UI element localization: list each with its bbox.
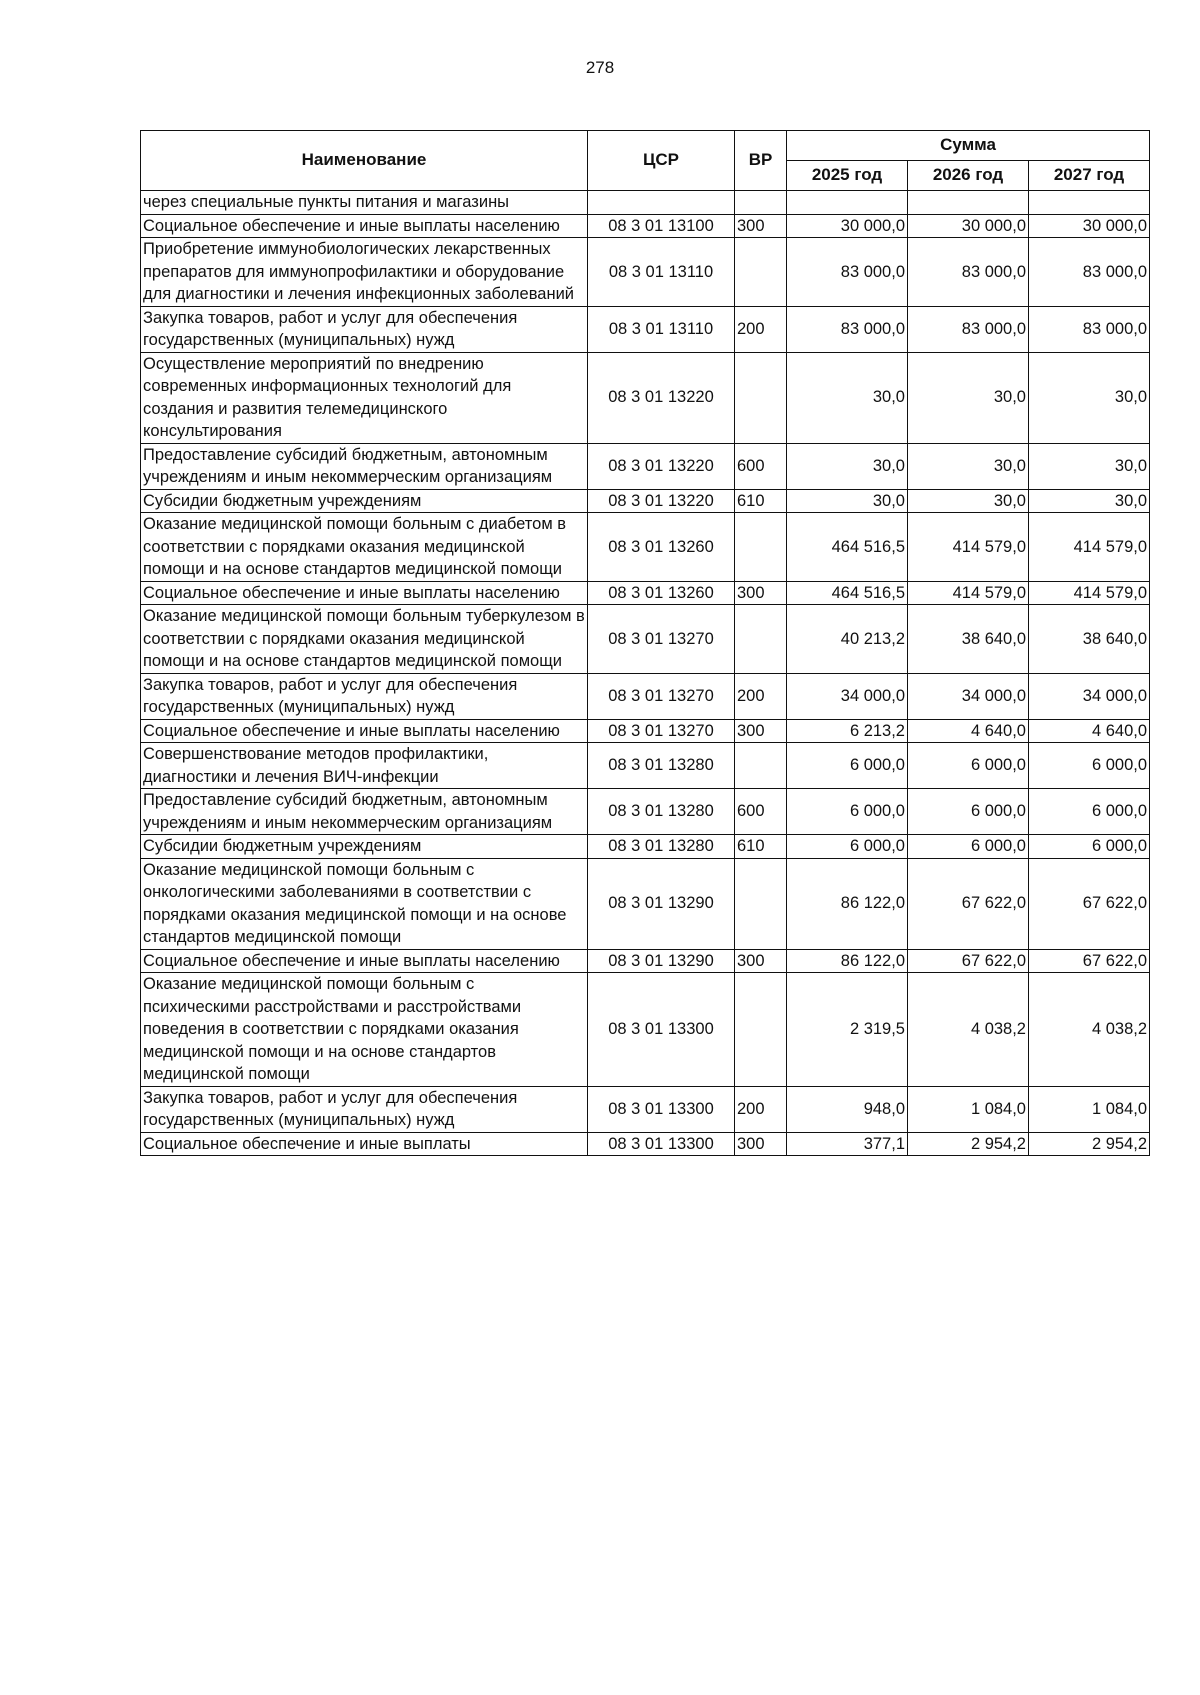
cell-csr: 08 3 01 13270 xyxy=(588,605,735,674)
cell-2025: 2 319,5 xyxy=(787,973,908,1087)
header-vr: ВР xyxy=(735,131,787,191)
table-body xyxy=(141,191,1150,1156)
table-row xyxy=(141,673,1150,719)
cell-name: Социальное обеспечение и иные выплаты населению xyxy=(141,949,588,973)
cell-2025: 6 213,2 xyxy=(787,719,908,743)
cell-2027: 4 640,0 xyxy=(1029,719,1150,743)
cell-csr: 08 3 01 13220 xyxy=(588,443,735,489)
table-row xyxy=(141,835,1150,859)
cell-csr: 08 3 01 13110 xyxy=(588,306,735,352)
cell-2025: 30,0 xyxy=(787,352,908,443)
cell-csr: 08 3 01 13290 xyxy=(588,949,735,973)
table-row xyxy=(141,1132,1150,1156)
table-row xyxy=(141,191,1150,215)
cell-2027: 2 954,2 xyxy=(1029,1132,1150,1156)
cell-2025: 377,1 xyxy=(787,1132,908,1156)
cell-2027: 83 000,0 xyxy=(1029,238,1150,307)
cell-vr: 300 xyxy=(735,1132,787,1156)
cell-csr: 08 3 01 13280 xyxy=(588,789,735,835)
cell-name: через специальные пункты питания и магазины xyxy=(141,191,588,215)
cell-csr: 08 3 01 13300 xyxy=(588,1086,735,1132)
cell-vr: 200 xyxy=(735,673,787,719)
cell-vr xyxy=(735,191,787,215)
table-row xyxy=(141,949,1150,973)
cell-csr: 08 3 01 13290 xyxy=(588,858,735,949)
cell-vr xyxy=(735,513,787,582)
cell-2026: 4 038,2 xyxy=(908,973,1029,1087)
table-row xyxy=(141,352,1150,443)
cell-2027: 6 000,0 xyxy=(1029,743,1150,789)
header-sum: Сумма xyxy=(787,131,1150,161)
cell-2027: 38 640,0 xyxy=(1029,605,1150,674)
cell-2026: 6 000,0 xyxy=(908,789,1029,835)
cell-2025: 86 122,0 xyxy=(787,858,908,949)
cell-csr: 08 3 01 13280 xyxy=(588,743,735,789)
cell-2027: 67 622,0 xyxy=(1029,858,1150,949)
cell-name: Приобретение иммунобиологических лекарственных препаратов для иммунопрофилактики и оборудование для диагностики и лечения инфекционных заболеваний xyxy=(141,238,588,307)
cell-2026: 34 000,0 xyxy=(908,673,1029,719)
cell-2025: 30,0 xyxy=(787,443,908,489)
cell-2027: 6 000,0 xyxy=(1029,835,1150,859)
cell-2026: 83 000,0 xyxy=(908,306,1029,352)
cell-2026: 414 579,0 xyxy=(908,581,1029,605)
cell-name: Оказание медицинской помощи больным с диабетом в соответствии с порядками оказания медицинской помощи и на основе стандартов медицинской помощи xyxy=(141,513,588,582)
table-row xyxy=(141,306,1150,352)
cell-vr xyxy=(735,743,787,789)
cell-2027: 83 000,0 xyxy=(1029,306,1150,352)
cell-vr xyxy=(735,858,787,949)
cell-2027: 6 000,0 xyxy=(1029,789,1150,835)
cell-vr xyxy=(735,973,787,1087)
cell-name: Оказание медицинской помощи больным туберкулезом в соответствии с порядками оказания медицинской помощи и на основе стандартов медицинской помощи xyxy=(141,605,588,674)
cell-vr: 610 xyxy=(735,835,787,859)
cell-vr xyxy=(735,605,787,674)
table-row xyxy=(141,214,1150,238)
cell-name: Закупка товаров, работ и услуг для обеспечения государственных (муниципальных) нужд xyxy=(141,306,588,352)
cell-2026: 6 000,0 xyxy=(908,743,1029,789)
header-name: Наименование xyxy=(141,131,588,191)
cell-name: Предоставление субсидий бюджетным, автономным учреждениям и иным некоммерческим организациям xyxy=(141,789,588,835)
cell-vr: 200 xyxy=(735,1086,787,1132)
table-row xyxy=(141,489,1150,513)
table-row xyxy=(141,719,1150,743)
cell-csr: 08 3 01 13100 xyxy=(588,214,735,238)
cell-2025: 34 000,0 xyxy=(787,673,908,719)
table-header xyxy=(141,131,1150,191)
cell-csr: 08 3 01 13270 xyxy=(588,673,735,719)
cell-2026: 83 000,0 xyxy=(908,238,1029,307)
cell-2027: 1 084,0 xyxy=(1029,1086,1150,1132)
cell-2026: 1 084,0 xyxy=(908,1086,1029,1132)
cell-vr: 600 xyxy=(735,443,787,489)
cell-2027: 30 000,0 xyxy=(1029,214,1150,238)
cell-name: Субсидии бюджетным учреждениям xyxy=(141,835,588,859)
cell-csr: 08 3 01 13300 xyxy=(588,973,735,1087)
cell-vr: 610 xyxy=(735,489,787,513)
cell-name: Социальное обеспечение и иные выплаты xyxy=(141,1132,588,1156)
cell-csr: 08 3 01 13110 xyxy=(588,238,735,307)
cell-name: Субсидии бюджетным учреждениям xyxy=(141,489,588,513)
cell-2025: 948,0 xyxy=(787,1086,908,1132)
header-year-2026: 2026 год xyxy=(908,161,1029,191)
header-year-2025: 2025 год xyxy=(787,161,908,191)
cell-2025: 83 000,0 xyxy=(787,306,908,352)
cell-csr: 08 3 01 13270 xyxy=(588,719,735,743)
cell-name: Оказание медицинской помощи больным с психическими расстройствами и расстройствами поведения в соответствии с порядками оказания медицинской помощи и на основе стандартов медицинской помощи xyxy=(141,973,588,1087)
cell-2025 xyxy=(787,191,908,215)
cell-vr: 300 xyxy=(735,214,787,238)
cell-name: Закупка товаров, работ и услуг для обеспечения государственных (муниципальных) нужд xyxy=(141,1086,588,1132)
cell-csr: 08 3 01 13280 xyxy=(588,835,735,859)
header-csr: ЦСР xyxy=(588,131,735,191)
cell-2025: 86 122,0 xyxy=(787,949,908,973)
budget-table xyxy=(140,130,1150,1156)
cell-2026: 30,0 xyxy=(908,352,1029,443)
cell-vr: 300 xyxy=(735,581,787,605)
cell-csr: 08 3 01 13260 xyxy=(588,581,735,605)
cell-vr xyxy=(735,238,787,307)
cell-2025: 464 516,5 xyxy=(787,581,908,605)
cell-csr: 08 3 01 13220 xyxy=(588,352,735,443)
cell-2026: 38 640,0 xyxy=(908,605,1029,674)
cell-vr: 300 xyxy=(735,949,787,973)
cell-2026: 30,0 xyxy=(908,443,1029,489)
cell-2026: 414 579,0 xyxy=(908,513,1029,582)
table-row xyxy=(141,858,1150,949)
cell-2027 xyxy=(1029,191,1150,215)
table-row xyxy=(141,443,1150,489)
table-row xyxy=(141,973,1150,1087)
cell-2026: 4 640,0 xyxy=(908,719,1029,743)
cell-2025: 83 000,0 xyxy=(787,238,908,307)
cell-name: Закупка товаров, работ и услуг для обеспечения государственных (муниципальных) нужд xyxy=(141,673,588,719)
cell-2027: 30,0 xyxy=(1029,489,1150,513)
cell-2026: 67 622,0 xyxy=(908,949,1029,973)
cell-vr: 200 xyxy=(735,306,787,352)
cell-2027: 414 579,0 xyxy=(1029,513,1150,582)
cell-name: Оказание медицинской помощи больным с онкологическими заболеваниями в соответствии с порядками оказания медицинской помощи и на основе стандартов медицинской помощи xyxy=(141,858,588,949)
cell-2026: 2 954,2 xyxy=(908,1132,1029,1156)
cell-name: Социальное обеспечение и иные выплаты населению xyxy=(141,214,588,238)
cell-2025: 464 516,5 xyxy=(787,513,908,582)
cell-2026: 30,0 xyxy=(908,489,1029,513)
cell-name: Предоставление субсидий бюджетным, автономным учреждениям и иным некоммерческим организациям xyxy=(141,443,588,489)
cell-2025: 6 000,0 xyxy=(787,743,908,789)
table-row xyxy=(141,238,1150,307)
table-row xyxy=(141,605,1150,674)
cell-2027: 30,0 xyxy=(1029,443,1150,489)
page-number: 278 xyxy=(585,58,615,77)
table-row xyxy=(141,513,1150,582)
cell-2026: 30 000,0 xyxy=(908,214,1029,238)
cell-name: Совершенствование методов профилактики, диагностики и лечения ВИЧ-инфекции xyxy=(141,743,588,789)
cell-2027: 34 000,0 xyxy=(1029,673,1150,719)
header-year-2027: 2027 год xyxy=(1029,161,1150,191)
cell-2027: 4 038,2 xyxy=(1029,973,1150,1087)
cell-csr: 08 3 01 13260 xyxy=(588,513,735,582)
cell-2027: 67 622,0 xyxy=(1029,949,1150,973)
cell-2026: 67 622,0 xyxy=(908,858,1029,949)
cell-name: Осуществление мероприятий по внедрению современных информационных технологий для создания и развития телемедицинского консультирования xyxy=(141,352,588,443)
cell-name: Социальное обеспечение и иные выплаты населению xyxy=(141,719,588,743)
cell-2025: 30 000,0 xyxy=(787,214,908,238)
cell-2025: 30,0 xyxy=(787,489,908,513)
cell-2026 xyxy=(908,191,1029,215)
cell-2025: 6 000,0 xyxy=(787,789,908,835)
cell-csr: 08 3 01 13300 xyxy=(588,1132,735,1156)
table-row xyxy=(141,581,1150,605)
cell-2027: 414 579,0 xyxy=(1029,581,1150,605)
cell-csr: 08 3 01 13220 xyxy=(588,489,735,513)
cell-2025: 40 213,2 xyxy=(787,605,908,674)
cell-2027: 30,0 xyxy=(1029,352,1150,443)
table-row xyxy=(141,743,1150,789)
cell-vr xyxy=(735,352,787,443)
cell-vr: 300 xyxy=(735,719,787,743)
cell-csr xyxy=(588,191,735,215)
cell-name: Социальное обеспечение и иные выплаты населению xyxy=(141,581,588,605)
cell-2025: 6 000,0 xyxy=(787,835,908,859)
cell-2026: 6 000,0 xyxy=(908,835,1029,859)
table-row xyxy=(141,1086,1150,1132)
cell-vr: 600 xyxy=(735,789,787,835)
table-row xyxy=(141,789,1150,835)
